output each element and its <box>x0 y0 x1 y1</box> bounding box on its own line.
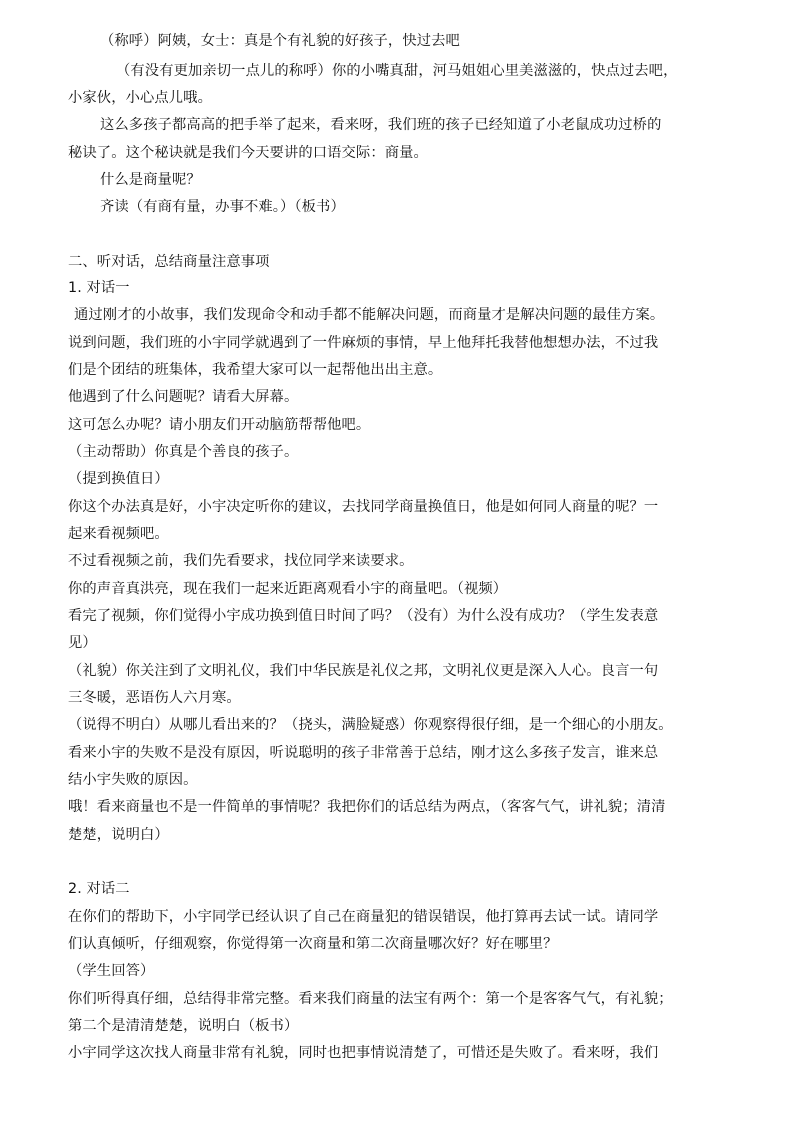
text-line: 看完了视频，你们觉得小宇成功换到值日时间了吗？（没有）为什么没有成功？（学生发表意 <box>68 608 659 624</box>
text-line: 你的声音真洪亮，现在我们一起来近距离观看小宇的商量吧。（视频） <box>68 581 508 597</box>
text-line: 三冬暖，恶语伤人六月寒。 <box>68 690 241 706</box>
text-line: （礼貌）你关注到了文明礼仪，我们中华民族是礼仪之邦，文明礼仪更是深入人心。良言一句 <box>68 663 659 679</box>
text-line: 通过刚才的小故事，我们发现命令和动手都不能解决问题，而商量才是解决问题的最佳方案。 <box>74 307 665 323</box>
text-line: （说得不明白）从哪儿看出来的？（挠头，满脸疑惑）你观察得很仔细，是一个细心的小朋友。 <box>68 717 673 733</box>
text-line: （学生回答） <box>68 963 155 979</box>
text-line: 小家伙，小心点儿哦。 <box>68 90 212 106</box>
text-line: 你这个办法真是好，小宇决定听你的建议，去找同学商量换值日，他是如何同人商量的呢？一 <box>68 499 659 515</box>
text-line: 结小宇失败的原因。 <box>68 772 198 788</box>
text-line: 你们听得真仔细，总结得非常完整。看来我们商量的法宝有两个：第一个是客客气气，有礼貌； <box>68 991 673 1007</box>
text-line: 说到问题，我们班的小宇同学就遇到了一件麻烦的事情，早上他拜托我替他想想办法，不过我 <box>68 335 659 351</box>
text-line: 看来小宇的失败不是没有原因，听说聪明的孩子非常善于总结，刚才这么多孩子发言，谁来总 <box>68 745 659 761</box>
text-line: （有没有更加亲切一点儿的称呼）你的小嘴真甜，河马姐姐心里美滋滋的，快点过去吧， <box>116 63 678 79</box>
text-line: 们是个团结的班集体，我希望大家可以一起帮他出出主意。 <box>68 362 443 378</box>
text-line: 这么多孩子都高高的把手举了起来，看来呀，我们班的孩子已经知道了小老鼠成功过桥的 <box>100 117 662 133</box>
text-line: 们认真倾听，仔细观察，你觉得第一次商量和第二次商量哪次好？好在哪里？ <box>68 936 558 952</box>
text-line: 这可怎么办呢？请小朋友们开动脑筋帮帮他吧。 <box>68 417 371 433</box>
text-line: 小宇同学这次找人商量非常有礼貌，同时也把事情说清楚了，可惜还是失败了。看来呀，我们 <box>68 1045 659 1061</box>
section-heading: 二、听对话，总结商量注意事项 <box>68 254 270 270</box>
text-line: 见） <box>68 635 97 651</box>
text-line: （称呼）阿姨，女士：真是个有礼貌的好孩子，快过去吧 <box>100 33 460 49</box>
text-line: 哦！看来商量也不是一件简单的事情呢？我把你们的话总结为两点，（客客气气，讲礼貌；清清 <box>68 799 666 815</box>
text-line: （主动帮助）你真是个善良的孩子。 <box>68 444 299 460</box>
subsection-heading: 2. 对话二 <box>68 881 130 897</box>
text-line: 第二个是清清楚楚，说明白（板书） <box>68 1018 299 1034</box>
text-line: 起来看视频吧。 <box>68 526 169 542</box>
text-line: 在你们的帮助下，小宇同学已经认识了自己在商量犯的错误错误，他打算再去试一试。请同学 <box>68 909 659 925</box>
text-line: 不过看视频之前，我们先看要求，找位同学来读要求。 <box>68 553 414 569</box>
text-line: 楚楚，说明白） <box>68 827 169 843</box>
text-line: 什么是商量呢？ <box>100 172 201 188</box>
subsection-heading: 1. 对话一 <box>68 280 130 296</box>
text-line: （提到换值日） <box>68 471 169 487</box>
text-line: 齐读（有商有量，办事不难。）（板书） <box>100 199 345 215</box>
text-line: 他遇到了什么问题呢？请看大屏幕。 <box>68 389 299 405</box>
text-line: 秘诀了。这个秘诀就是我们今天要讲的口语交际：商量。 <box>68 145 428 161</box>
